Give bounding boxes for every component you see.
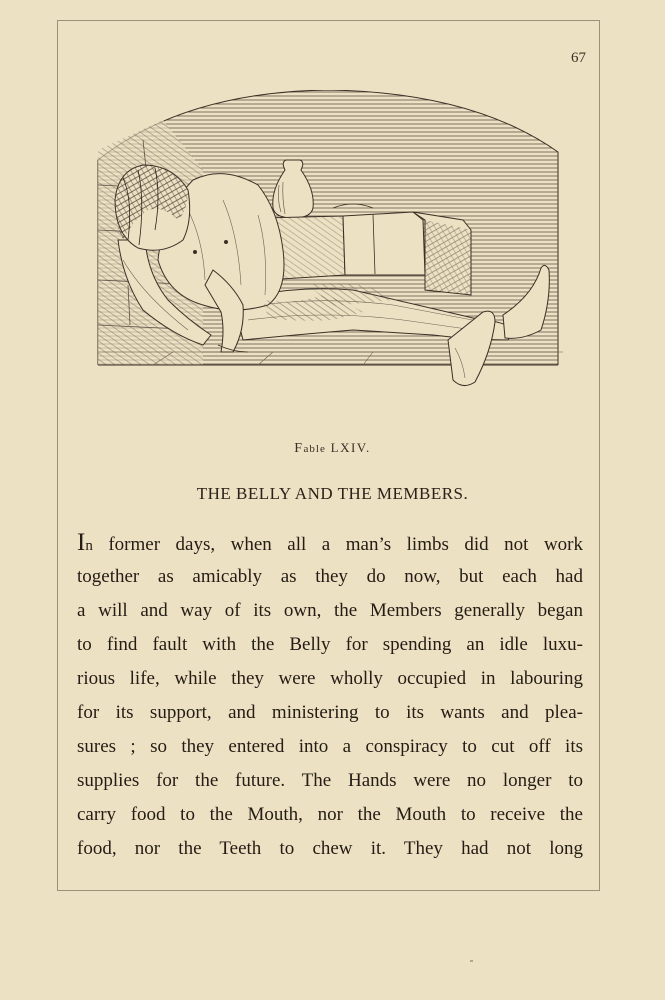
body-line-7: sures ; so they entered into a conspiracy to cut off its bbox=[77, 736, 583, 757]
body-line-6: for its support, and ministering to its wants and plea- bbox=[77, 702, 583, 723]
body-line-3: a will and way of its own, the Members generally began bbox=[77, 600, 583, 621]
fable-illustration bbox=[93, 90, 563, 390]
drop-cap-rest: n bbox=[85, 538, 93, 554]
page-number: 67 bbox=[571, 50, 586, 66]
fable-number-initial: F bbox=[294, 441, 304, 456]
body-line-5: rious life, while they were wholly occupied in labouring bbox=[77, 668, 583, 689]
fable-body bbox=[77, 526, 583, 866]
paper-speck bbox=[470, 960, 473, 962]
fable-title: THE BELLY AND THE MEMBERS. bbox=[196, 484, 469, 503]
fable-number-label: able bbox=[303, 443, 326, 455]
fable-number bbox=[0, 440, 665, 457]
body-line-4: to find fault with the Belly for spending an idle luxu- bbox=[77, 634, 583, 655]
body-line-8: supplies for the future. The Hands were no longer to bbox=[77, 770, 583, 791]
body-line-9: carry food to the Mouth, nor the Mouth to receive the bbox=[77, 804, 583, 825]
body-line-10: food, nor the Teeth to chew it. They had not long bbox=[77, 838, 583, 859]
fable-number-roman: LXIV. bbox=[330, 440, 371, 455]
drop-cap: I bbox=[77, 529, 86, 556]
body-line-text: former days, when all a man’s limbs did not work bbox=[108, 534, 583, 555]
body-line-2: together as amicably as they do now, but each had bbox=[77, 566, 583, 587]
body-line-1 bbox=[77, 526, 583, 560]
